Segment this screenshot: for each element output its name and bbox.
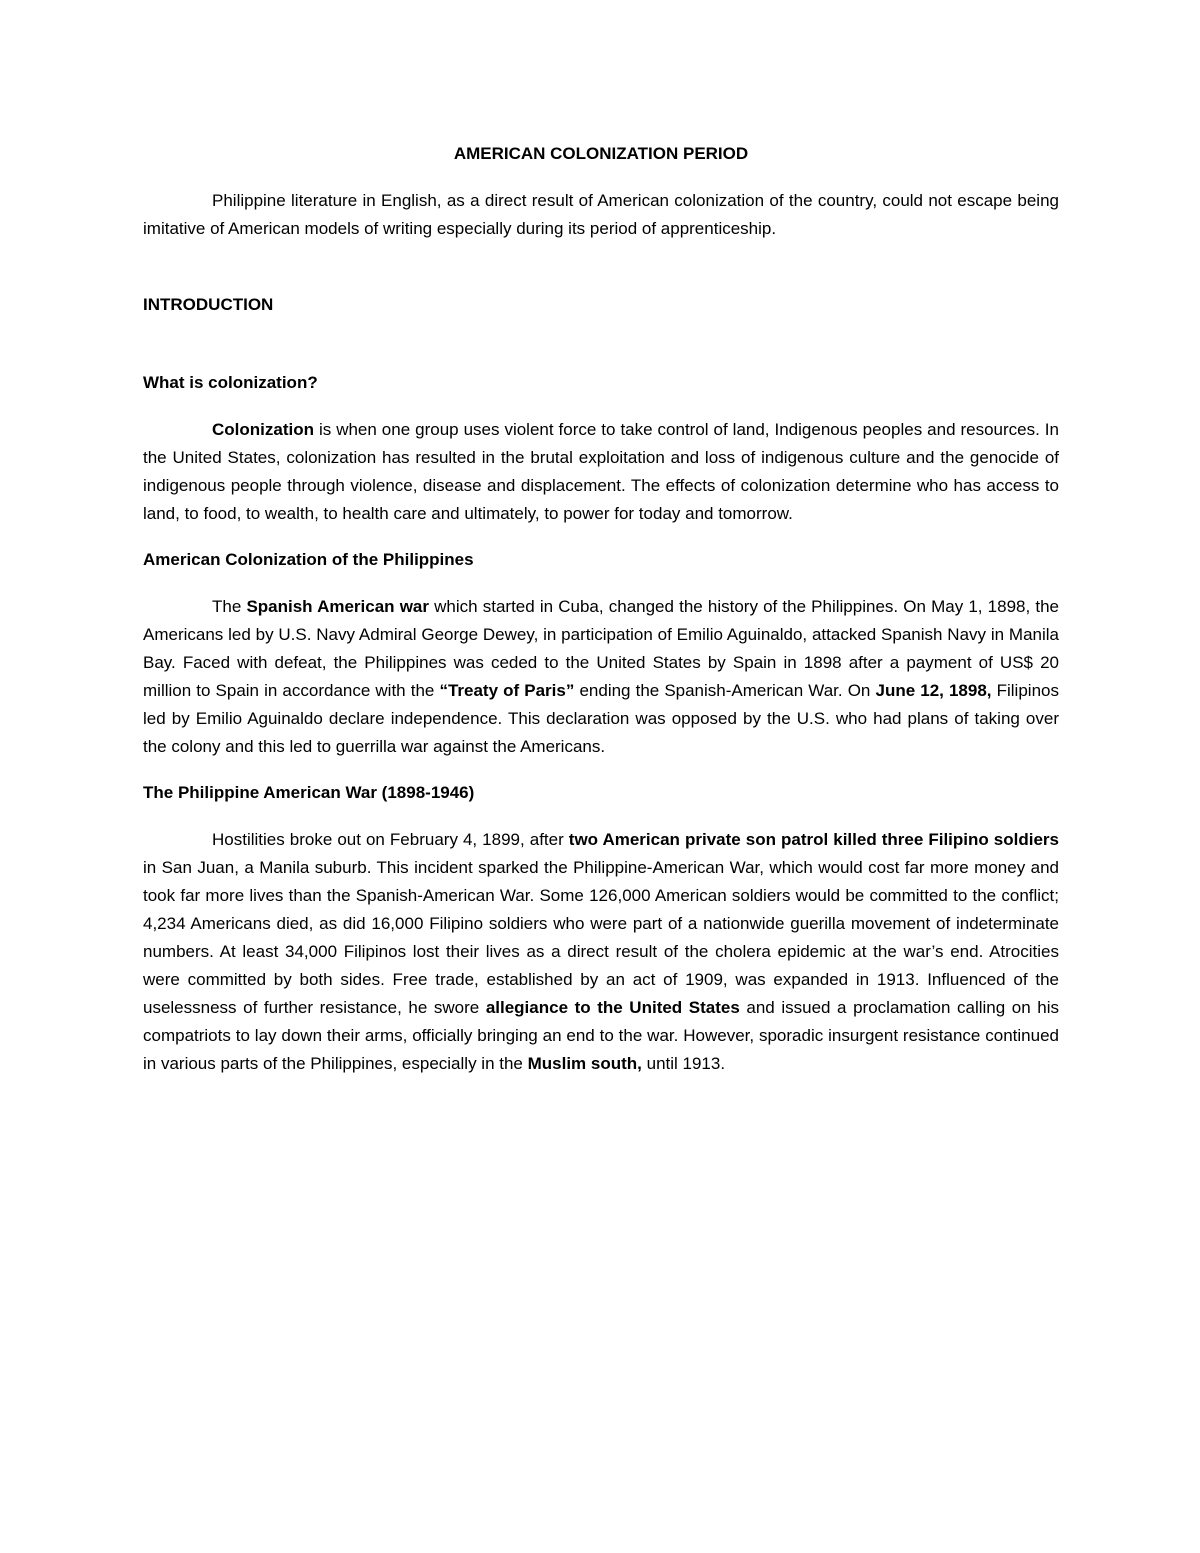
text-segment: The [212,597,247,616]
text-segment: Filipinos led by Emilio Aguinaldo declare independence. This declaration was opposed by the U.S. who had plans of taking over the colony and this led to guerrilla war against the Americans. [143,681,1059,756]
text-segment: in San Juan, a Manila suburb. This incident sparked the Philippine-American War, which would cost far more money and took far more lives than the Spanish-American War. Some 126,000 American soldiers would be committed to the conflict; 4,234 Americans died, as did 16,000 Filipino soldiers who were part of a nationwide guerilla movement of indeterminate numbers. At least 34,000 Filipinos lost their lives as a direct result of the cholera epidemic at the war’s end. Atrocities were committed by both sides. Free trade, established by an act of 1909, was expanded in 1913. Influenced of the uselessness of further resistance, he swore [143,858,1059,1017]
bold-segment: Muslim south, [527,1054,642,1073]
philippine-american-war-paragraph [143,826,1059,1078]
bold-segment: June 12, 1898, [875,681,992,700]
what-is-colonization-heading: What is colonization? [143,373,318,392]
american-colonization-heading: American Colonization of the Philippines [143,550,474,569]
text-segment: and issued a proclamation calling on his compatriots to lay down their arms, officially bringing an end to the war. However, sporadic insurgent resistance continued in various parts of the Philippines, especially in the [143,998,1059,1073]
introduction-heading: INTRODUCTION [143,295,274,314]
colonization-paragraph [143,416,1059,528]
bold-segment: Spanish American war [246,597,429,616]
text-segment: ending the Spanish-American War. On [574,681,876,700]
colonization-text: is when one group uses violent force to take control of land, Indigenous peoples and resources. In the United States, colonization has resulted in the brutal exploitation and loss of indigenous culture and the genocide of indigenous people through violence, disease and displacement. The effects of colonization determine who has access to land, to food, to wealth, to health care and ultimately, to power for today and tomorrow. [143,420,1059,523]
text-segment: until 1913. [641,1054,726,1073]
bold-segment: allegiance to the United States [485,998,740,1017]
text-segment: which started in Cuba, changed the history of the Philippines. On May 1, 1898, the Americans led by U.S. Navy Admiral George Dewey, in participation of Emilio Aguinaldo, attacked Spanish Navy in Manila Bay. Faced with defeat, the Philippines was ceded to the United States by Spain in 1898 after a payment of US$ 20 million to Spain in accordance with the [143,597,1059,700]
colonization-term: Colonization [212,420,314,439]
intro-paragraph: Philippine literature in English, as a direct result of American colonization of the country, could not escape being imitative of American models of writing especially during its period of apprenticeship. [143,191,1059,238]
bold-segment: two American private son patrol killed three Filipino soldiers [568,830,1059,849]
philippine-american-war-heading: The Philippine American War (1898-1946) [143,783,475,802]
document-title: AMERICAN COLONIZATION PERIOD [453,144,749,163]
american-colonization-paragraph [143,593,1059,761]
text-segment: Hostilities broke out on February 4, 1899, after [212,830,569,849]
document-body [143,140,1059,1078]
bold-segment: “Treaty of Paris” [439,681,575,700]
